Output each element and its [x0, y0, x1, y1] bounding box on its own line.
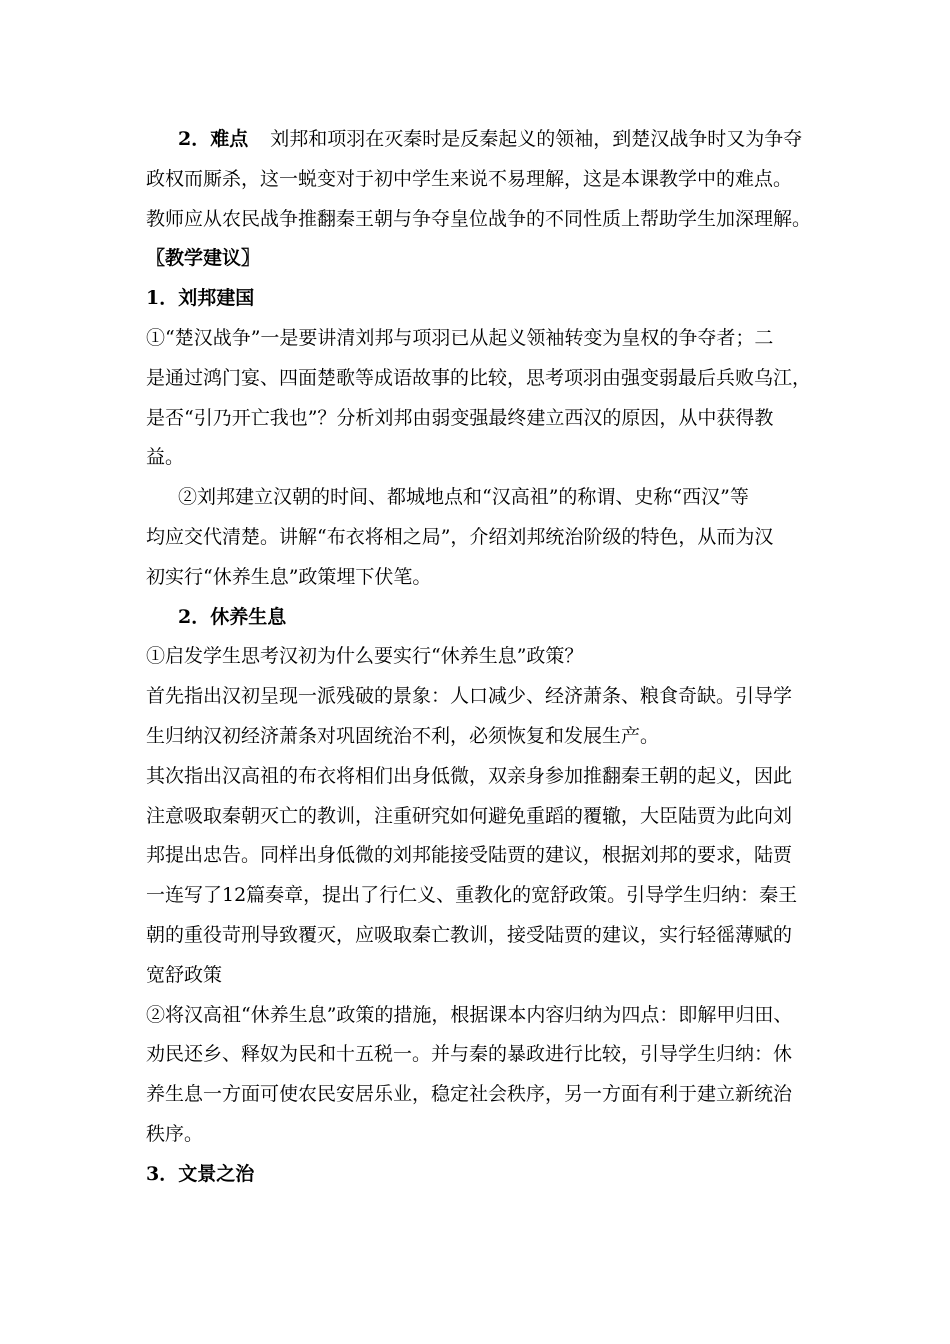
section2-p3-line: 劝民还乡、释奴为民和十五税一。并与秦的暴政进行比较，引导学生归纳：休: [146, 1043, 793, 1066]
section2-p2-line: 一连写了12篇奏章，提出了行仁义、重教化的宽舒政策。引导学生归纳：秦王: [146, 884, 798, 907]
section2-p3-line: ②将汉高祖“休养生息”政策的措施，根据课本内容归纳为四点：即解甲归田、: [146, 1003, 793, 1026]
document-page: [146, 120, 814, 1195]
suggestions-heading: 〖教学建议〗: [146, 247, 261, 270]
difficulty-line-2: 政权而厮杀，这一蜕变对于初中学生来说不易理解，这是本课教学中的难点。: [146, 167, 793, 190]
section1-p1-line: 是通过鸿门宴、四面楚歌等成语故事的比较，思考项羽由强变弱最后兵败乌江，: [146, 366, 812, 389]
section1-p1-line: ①“楚汉战争”一是要讲清刘邦与项羽已从起义领袖转变为皇权的争夺者；二: [146, 326, 774, 349]
section2-question: ①启发学生思考汉初为什么要实行“休养生息”政策？: [146, 645, 584, 668]
section1-heading: 1．刘邦建国: [146, 287, 255, 310]
section1-p2-line: ②刘邦建立汉朝的时间、都城地点和“汉高祖”的称谓、史称“西汉”等: [178, 486, 749, 509]
section3-heading: 3．文景之治: [146, 1162, 255, 1185]
difficulty-number: 2．: [178, 128, 211, 150]
section1-p1-line: 益。: [146, 446, 185, 469]
section1-p2-line: 均应交代清楚。讲解“布衣将相之局”，介绍刘邦统治阶级的特色，从而为汉: [146, 525, 774, 548]
section2-p1-line: 首先指出汉初呈现一派残破的景象：人口减少、经济萧条、粮食奇缺。引导学: [146, 685, 793, 708]
section2-p2-line: 其次指出汉高祖的布衣将相们出身低微，双亲身参加推翻秦王朝的起义，因此: [146, 764, 793, 787]
section1-p1-line: 是否“引乃开亡我也”？分析刘邦由弱变强最终建立西汉的原因，从中获得教: [146, 406, 774, 429]
difficulty-text: 刘邦和项羽在灭秦时是反秦起义的领袖，到楚汉战争时又为争夺: [270, 128, 803, 150]
difficulty-label: 难点: [210, 128, 249, 150]
difficulty-line-3: 教师应从农民战争推翻秦王朝与争夺皇位战争的不同性质上帮助学生加深理解。: [146, 207, 812, 230]
section2-heading: 2．休养生息: [178, 605, 287, 628]
section2-p3-line: 养生息一方面可使农民安居乐业，稳定社会秩序，另一方面有利于建立新统治: [146, 1083, 793, 1106]
section2-p2-line: 朝的重役苛刑导致覆灭，应吸取秦亡教训，接受陆贾的建议，实行轻徭薄赋的: [146, 923, 793, 946]
section2-p1-line: 生归纳汉初经济萧条对巩固统治不利，必须恢复和发展生产。: [146, 724, 660, 747]
section1-p2-line: 初实行“休养生息”政策埋下伏笔。: [146, 565, 432, 588]
section2-p2-line: 邦提出忠告。同样出身低微的刘邦能接受陆贾的建议，根据刘邦的要求，陆贾: [146, 844, 793, 867]
section2-p3-line: 秩序。: [146, 1122, 204, 1145]
difficulty-line-1: [146, 120, 814, 160]
section2-p2-line: 注意吸取秦朝灭亡的教训，注重研究如何避免重蹈的覆辙，大臣陆贾为此向刘: [146, 804, 793, 827]
section2-p2-line: 宽舒政策: [146, 963, 223, 986]
